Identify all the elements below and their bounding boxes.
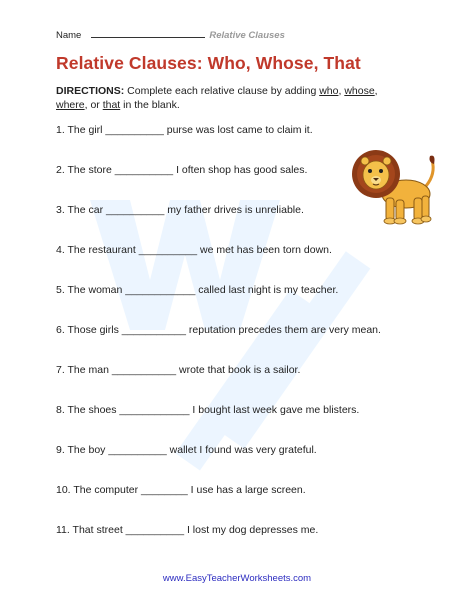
question-item: 9. The boy __________ wallet I found was very grateful.	[56, 444, 317, 456]
word-who: who	[319, 85, 339, 97]
question-item: 6. Those girls ___________ reputation precedes them are very mean.	[56, 324, 381, 336]
question-item: 5. The woman ____________ called last night is my teacher.	[56, 284, 339, 296]
topic-label: Relative Clauses	[209, 30, 285, 41]
lion-icon	[348, 144, 440, 226]
question-item: 10. The computer ________ I use has a large screen.	[56, 484, 306, 496]
page-title: Relative Clauses: Who, Whose, That	[56, 53, 361, 73]
name-line	[56, 28, 285, 41]
question-item: 1. The girl __________ purse was lost came to claim it.	[56, 124, 313, 136]
footer-website: www.EasyTeacherWorksheets.com	[162, 573, 312, 584]
question-item: 2. The store __________ I often shop has good sales.	[56, 164, 308, 176]
question-item: 7. The man ___________ wrote that book is a sailor.	[56, 364, 301, 376]
directions	[56, 85, 426, 112]
directions-sep-2: ,	[374, 85, 378, 97]
directions-sep-3: , or	[84, 98, 103, 111]
word-where: where	[56, 98, 85, 111]
word-that: that	[102, 98, 121, 111]
directions-label: DIRECTIONS:	[56, 85, 125, 97]
name-field[interactable]	[91, 28, 205, 38]
directions-text-2: in the blank.	[120, 98, 180, 111]
word-whose: whose	[344, 85, 375, 97]
directions-sep-1: ,	[338, 85, 345, 97]
question-item: 4. The restaurant __________ we met has been torn down.	[56, 244, 332, 256]
question-item: 11. That street __________ I lost my dog depresses me.	[56, 524, 319, 536]
name-label: Name	[56, 30, 82, 41]
question-item: 3. The car __________ my father drives is unreliable.	[56, 204, 304, 216]
question-item: 8. The shoes ____________ I bought last week gave me blisters.	[56, 404, 360, 416]
directions-text-1: Complete each relative clause by adding	[124, 85, 320, 97]
